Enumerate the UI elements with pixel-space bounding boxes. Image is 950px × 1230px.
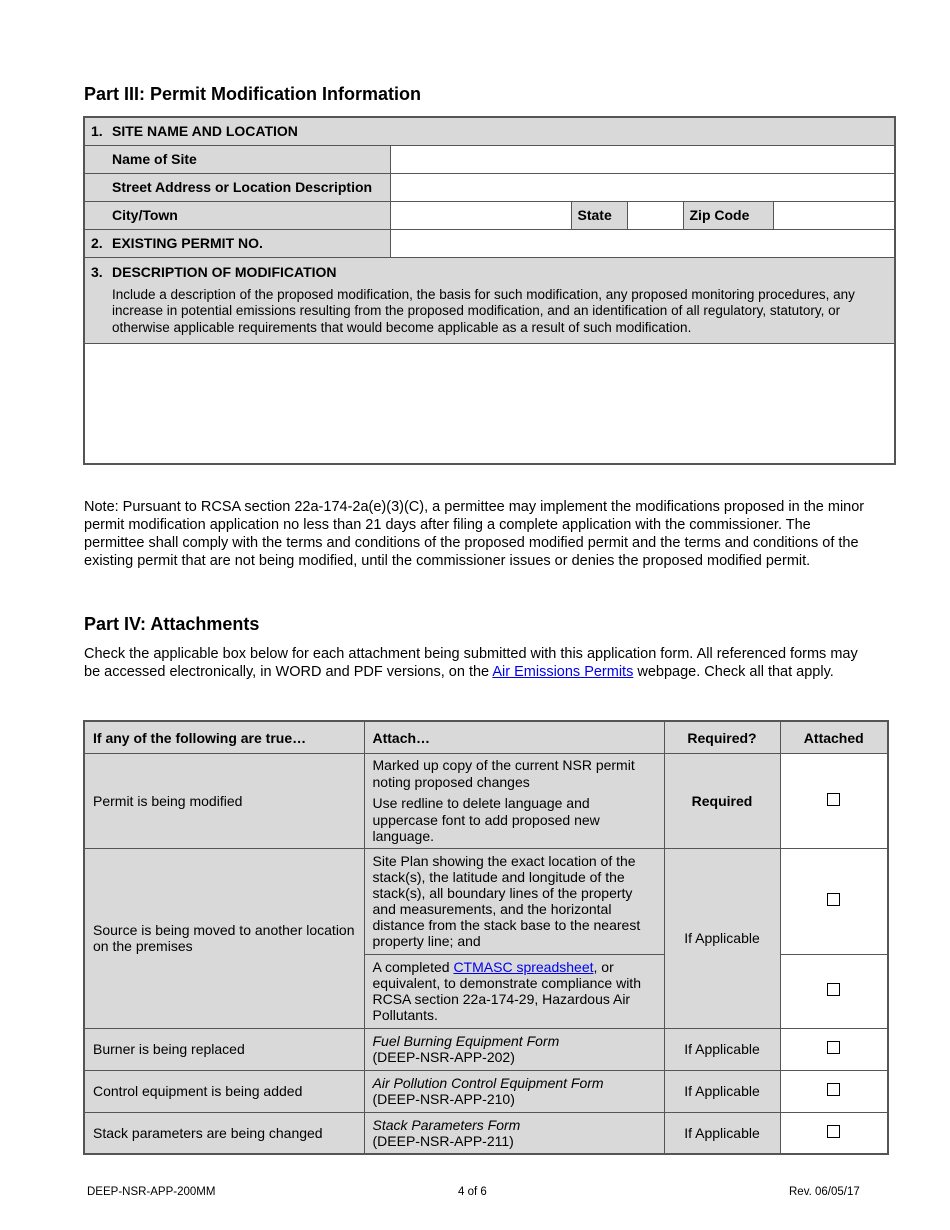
required-cell: If Applicable [664,1070,780,1112]
section-3-instructions: Include a description of the proposed modification, the basis for such modification, any proposed monitoring procedures, any increase in potential emissions resulting from the proposed modification, and an identification of all regulatory, statutory, or otherwise applicable requirements that would become applicable as a result of such modification. [112,286,855,335]
attached-cell [780,848,888,954]
table-row [84,754,888,849]
attached-checkbox[interactable] [827,983,840,996]
city-town-label: City/Town [106,201,390,229]
attached-cell [780,1070,888,1112]
section-1-header [84,117,895,145]
attach-cell: Site Plan showing the exact location of the stack(s), the latitude and longitude of the stack(s), all boundary lines of the property and measurements, and the horizontal distance from the stack base to the nearest property line; and [364,848,664,954]
attached-cell [780,1028,888,1070]
footer-revision: Rev. 06/05/17 [789,1186,860,1198]
attached-cell [780,1112,888,1154]
condition-cell: Control equipment is being added [84,1070,364,1112]
attached-checkbox[interactable] [827,1041,840,1054]
section-1-title: SITE NAME AND LOCATION [106,117,895,145]
condition-cell: Permit is being modified [84,754,364,849]
existing-permit-field[interactable] [390,229,895,257]
street-address-label: Street Address or Location Description [106,173,390,201]
header-attach: Attach… [364,721,664,754]
street-address-field[interactable] [390,173,895,201]
ctmasc-spreadsheet-link[interactable]: CTMASC spreadsheet [453,959,594,975]
air-emissions-permits-link[interactable]: Air Emissions Permits [492,663,634,680]
table-row [84,1070,888,1112]
name-of-site-field[interactable] [390,145,895,173]
form-code: (DEEP-NSR-APP-202) [372,1049,515,1065]
table-header-row [84,721,888,754]
note-block [84,498,874,570]
state-field[interactable] [627,201,683,229]
condition-cell: Burner is being replaced [84,1028,364,1070]
table-row [84,1112,888,1154]
note-text: Note: Pursuant to RCSA section 22a-174-2a(e)(3)(C), a permittee may implement the modifications proposed in the minor permit modification application no less than 21 days after filing a complete application with the commissioner. The permittee shall comply with the terms and conditions of the proposed modified permit and the terms and conditions of the existing permit that are not being modified, until the commissioner issues or denies the proposed modified permit. [84,499,865,569]
form-code: (DEEP-NSR-APP-211) [372,1132,514,1149]
required-cell: Required [664,754,780,849]
form-code: (DEEP-NSR-APP-210) [372,1091,515,1107]
attach-cell [364,954,664,1028]
part4-intro [84,646,859,681]
attach-text: Use redline to delete language and uppercase font to add proposed new language. [372,795,600,844]
modification-description-field[interactable] [84,344,895,464]
form-name: Air Pollution Control Equipment Form [372,1075,604,1091]
footer-form-id: DEEP-NSR-APP-200MM [87,1186,216,1198]
section-3-header [106,257,895,344]
section-3-number: 3. [84,257,106,344]
header-attached: Attached [780,721,888,754]
section-3-title: DESCRIPTION OF MODIFICATION [112,263,337,280]
attached-checkbox[interactable] [827,893,840,906]
footer-page-number: 4 of 6 [458,1186,487,1198]
attached-checkbox[interactable] [827,1125,840,1138]
attached-cell [780,754,888,849]
attached-checkbox[interactable] [827,1083,840,1096]
required-cell: If Applicable [664,848,780,1028]
zip-code-field[interactable] [773,201,895,229]
form-name: Stack Parameters Form [372,1116,521,1133]
section-2-number: 2. [84,229,106,257]
condition-cell: Source is being moved to another location on the premises [84,848,364,1028]
required-cell: If Applicable [664,1028,780,1070]
header-condition: If any of the following are true… [84,721,364,754]
name-of-site-label: Name of Site [106,145,390,173]
table-row [84,848,888,954]
attach-cell [364,1070,664,1112]
attachments-table [83,720,889,1155]
existing-permit-label: EXISTING PERMIT NO. [106,229,390,257]
required-cell: If Applicable [664,1112,780,1154]
part3-heading: Part III: Permit Modification Information [84,84,422,104]
state-label: State [571,201,627,229]
attached-checkbox[interactable] [827,793,840,806]
part4-intro-text: Check the applicable box below for each attachment being submitted with this application form. All referenced forms may be accessed electronically, in WORD and PDF versions, on the [84,646,858,680]
attach-cell [364,1028,664,1070]
table-row [84,1028,888,1070]
attach-text: Marked up copy of the current NSR permit noting proposed changes [372,757,635,790]
attached-cell [780,954,888,1028]
part4-heading: Part IV: Attachments [84,614,260,634]
form-name: Fuel Burning Equipment Form [372,1033,560,1049]
site-info-table [83,116,896,465]
part4-intro-text-end: webpage. Check all that apply. [633,663,834,680]
city-town-field[interactable] [390,201,571,229]
section-1-number: 1. [84,117,106,145]
attach-cell [364,754,664,849]
header-required: Required? [664,721,780,754]
attach-cell [364,1112,664,1154]
condition-cell: Stack parameters are being changed [84,1112,364,1154]
attach-text: A completed [372,959,454,975]
zip-code-label: Zip Code [683,201,773,229]
attach-text: , or equivalent, to demonstrate compliance with RCSA section 22a-174-29, Hazardous Air Pollutants. [372,959,641,1023]
